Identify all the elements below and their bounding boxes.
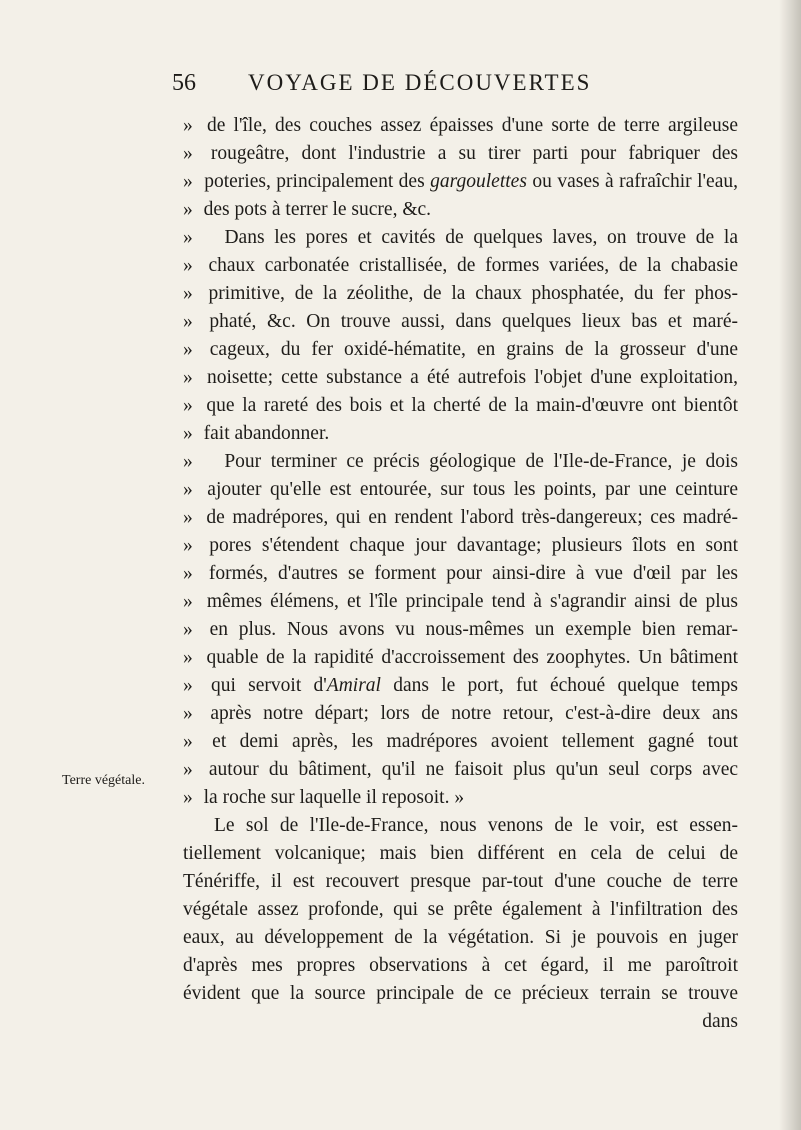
text-line: » et demi après, les madrépores avoient tellement gagné tout [183, 731, 739, 752]
text-line: » mêmes élémens, et l'île principale tend à s'agrandir ainsi de plus [183, 591, 738, 612]
text-line: Ténériffe, il est recouvert presque par-tout d'une couche de terre [183, 871, 738, 892]
running-head: VOYAGE DE DÉCOUVERTES [248, 70, 592, 95]
text-line: » de madrépores, qui en rendent l'abord très-dangereux; ces madré- [183, 507, 738, 528]
text-line: » Dans les pores et cavités de quelques laves, on trouve de la [183, 227, 738, 248]
text-line: » Pour terminer ce précis géologique de l'Ile-de-France, je dois [183, 451, 738, 472]
text-line: » phaté, &c. On trouve aussi, dans quelques lieux bas et maré- [183, 311, 739, 332]
text-line: » qui servoit d'Amiral dans le port, fut échoué quelque temps [183, 675, 739, 696]
text-line: tiellement volcanique; mais bien différent en cela de celui de [183, 843, 738, 864]
text-line: » fait abandonner. [183, 423, 330, 444]
text-line: » quable de la rapidité d'accroissement des zoophytes. Un bâtiment [183, 647, 738, 668]
page-header [172, 70, 732, 100]
page-number: 56 [172, 70, 196, 96]
text-line: d'après mes propres observations à cet égard, il me paroîtroit [183, 955, 738, 976]
text-line: » noisette; cette substance a été autrefois l'objet d'une exploitation, [183, 367, 739, 388]
text-line: » des pots à terrer le sucre, &c. [183, 199, 432, 220]
text-line: végétale assez profonde, qui se prête également à l'infiltration des [183, 899, 738, 920]
text-line: » la roche sur laquelle il reposoit. » [183, 787, 465, 808]
text-line: » autour du bâtiment, qu'il ne faisoit plus qu'un seul corps avec [183, 759, 738, 780]
text-line: » cageux, du fer oxidé-hématite, en grains de la grosseur d'une [183, 339, 738, 360]
text-line: » de l'île, des couches assez épaisses d'une sorte de terre argileuse [183, 115, 738, 136]
text-line: » formés, d'autres se forment pour ainsi-dire à vue d'œil par les [183, 563, 738, 584]
margin-note: Terre végétale. [62, 773, 145, 788]
text-line: » primitive, de la zéolithe, de la chaux phosphatée, du fer phos- [183, 283, 739, 304]
text-line: eaux, au développement de la végétation. Si je pouvois en juger [183, 927, 738, 948]
text-line: évident que la source principale de ce précieux terrain se trouve [183, 983, 738, 1004]
text-line: » en plus. Nous avons vu nous-mêmes un exemple bien remar- [183, 619, 738, 640]
text-line: » ajouter qu'elle est entourée, sur tous les points, par une ceinture [183, 479, 739, 500]
page-edge-shadow [779, 0, 801, 1130]
text-line: » que la rareté des bois et la cherté de la main-d'œuvre ont bientôt [183, 395, 739, 416]
text-line: Le sol de l'Ile-de-France, nous venons de le voir, est essen- [214, 815, 738, 836]
text-line: » après notre départ; lors de notre retour, c'est-à-dire deux ans [183, 703, 738, 724]
text-line: » poteries, principalement des gargoulettes ou vases à rafraîchir l'eau, [183, 171, 738, 192]
text-line: » chaux carbonatée cristallisée, de formes variées, de la chabasie [183, 255, 738, 276]
text-line: » pores s'étendent chaque jour davantage; plusieurs îlots en sont [183, 535, 739, 556]
text-line: » rougeâtre, dont l'industrie a su tirer parti pour fabriquer des [183, 143, 738, 164]
catchword: dans [702, 1011, 738, 1032]
